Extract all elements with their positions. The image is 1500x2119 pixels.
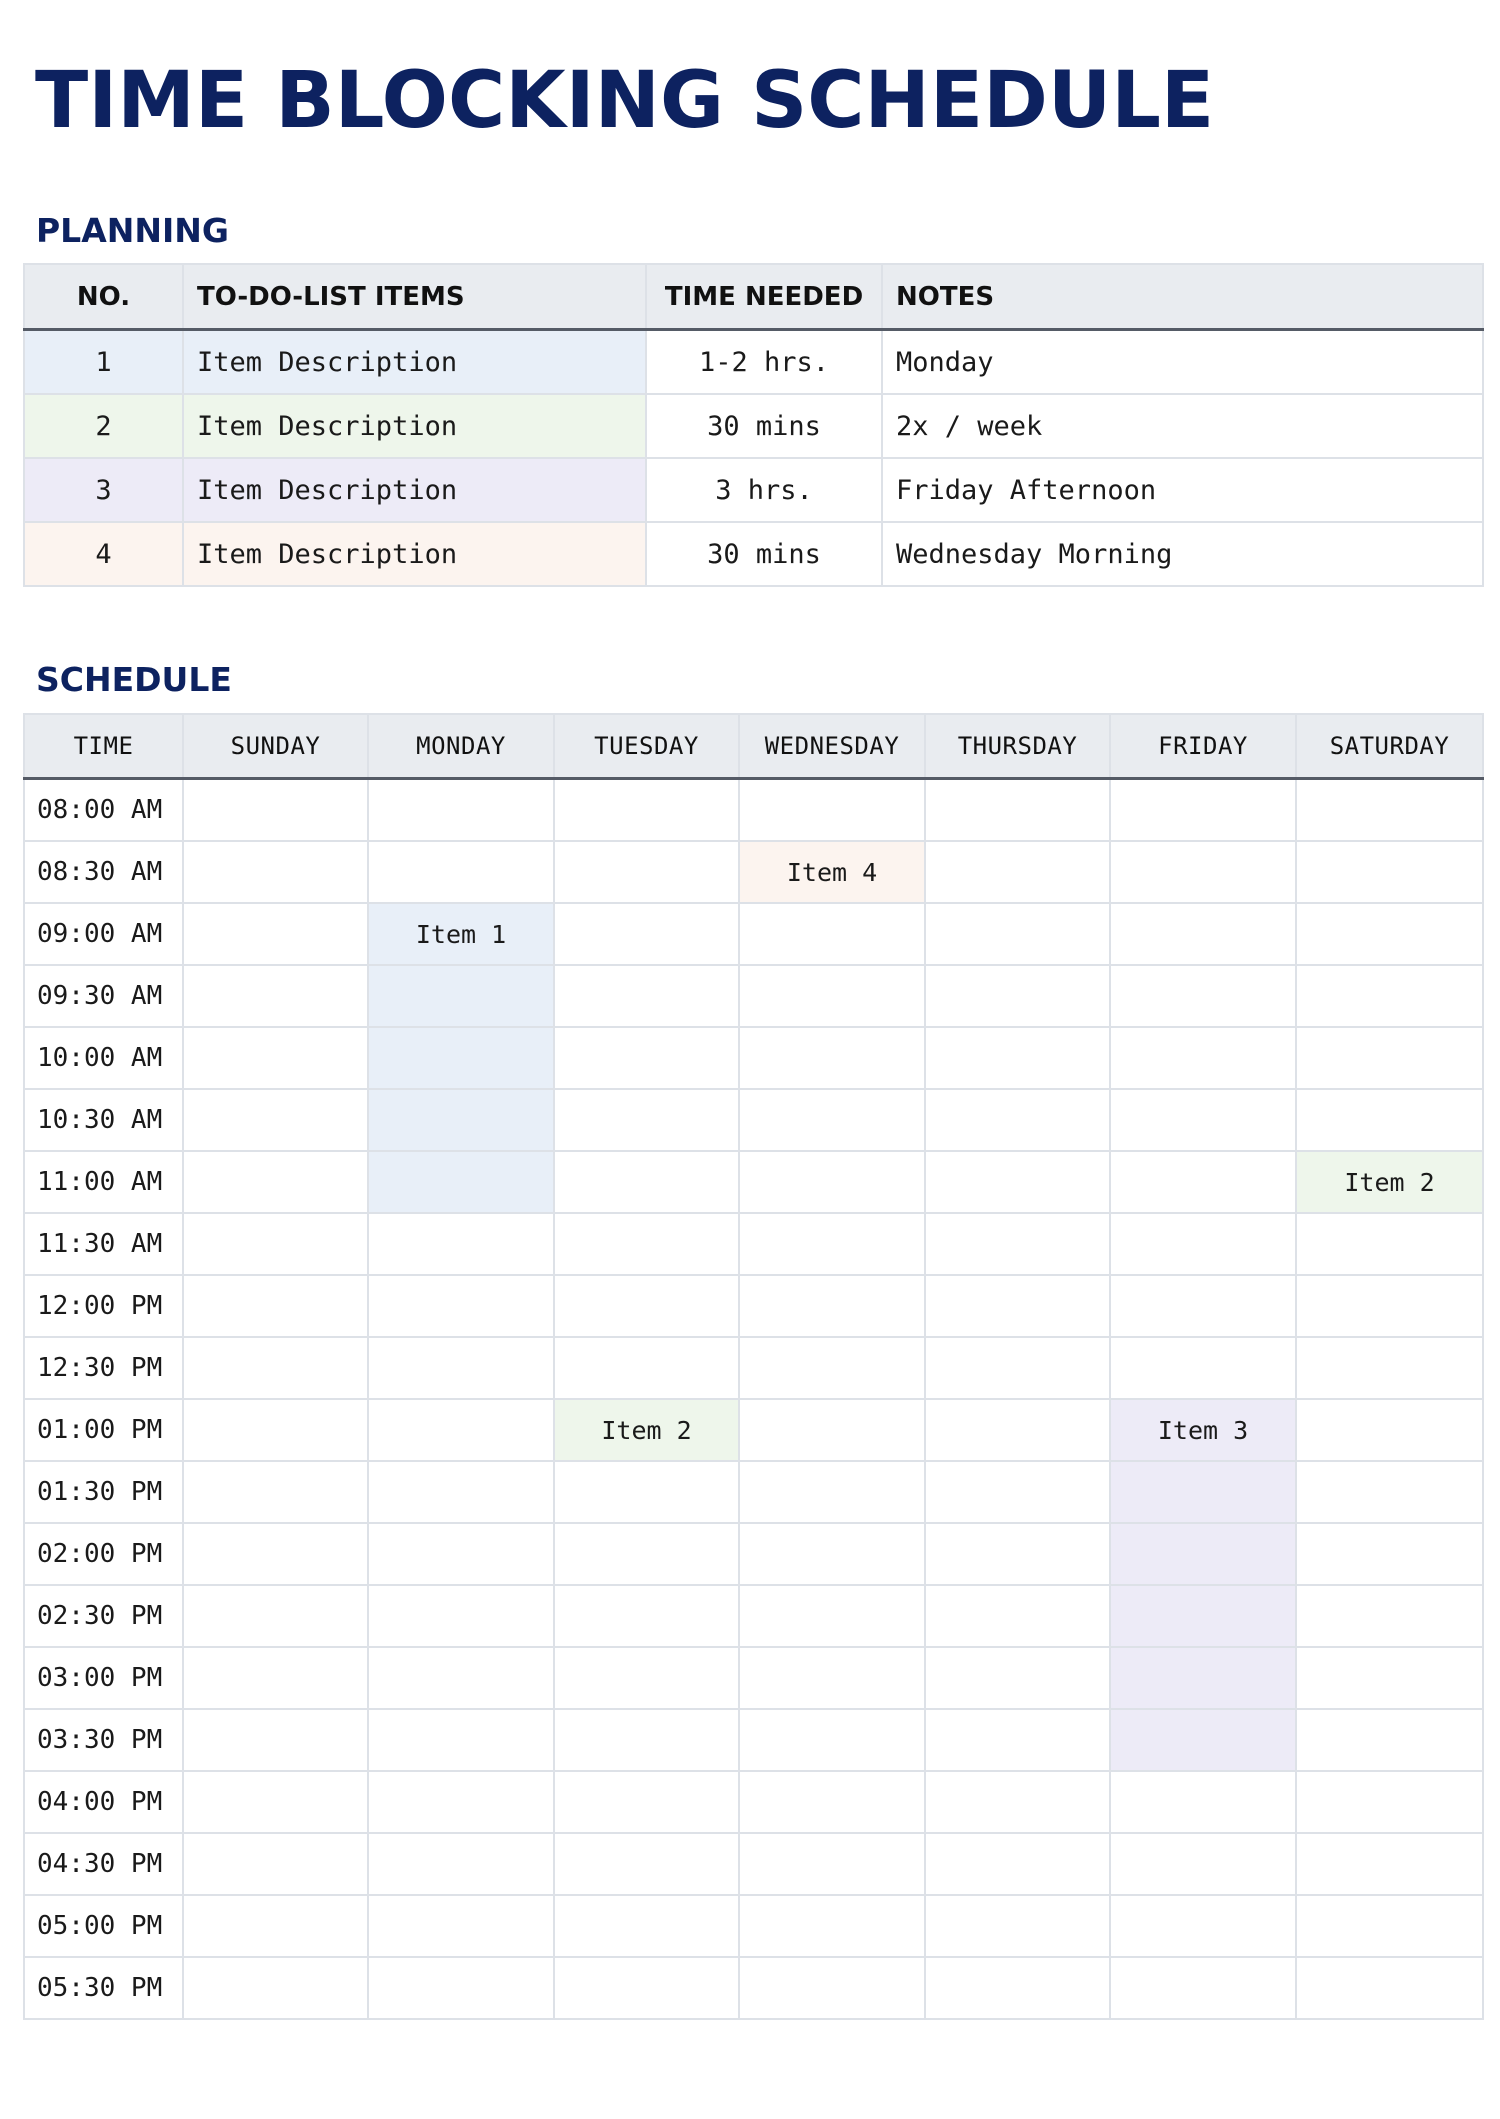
time-slot-label: 03:00 PM [24,1647,183,1709]
schedule-cell-monday[interactable] [368,779,554,842]
schedule-cell-wednesday[interactable] [739,1895,925,1957]
col-header-time: TIME [24,714,183,779]
time-slot-label: 05:30 PM [24,1957,183,2019]
schedule-cell-saturday[interactable] [1296,1771,1483,1833]
time-slot-label: 12:30 PM [24,1337,183,1399]
schedule-cell-tuesday[interactable] [554,903,739,965]
time-needed: 3 hrs. [646,458,882,522]
planning-row [24,330,1483,395]
schedule-cell-friday[interactable] [1110,1523,1296,1585]
schedule-cell-tuesday[interactable] [554,1957,739,2019]
col-header-sunday: SUNDAY [183,714,368,779]
schedule-cell-thursday[interactable] [925,779,1110,842]
schedule-cell-wednesday[interactable] [739,965,925,1027]
time-slot-label: 05:00 PM [24,1895,183,1957]
schedule-cell-monday[interactable] [368,1647,554,1709]
col-header-thursday: THURSDAY [925,714,1110,779]
schedule-cell-sunday[interactable] [183,1771,368,1833]
schedule-cell-wednesday[interactable] [739,1151,925,1213]
schedule-cell-friday[interactable] [1110,1647,1296,1709]
schedule-cell-tuesday[interactable] [554,779,739,842]
col-header-saturday: SATURDAY [1296,714,1483,779]
schedule-cell-monday[interactable] [368,1089,554,1151]
item-description: Item Description [183,458,646,522]
schedule-cell-tuesday[interactable] [554,1089,739,1151]
schedule-cell-monday[interactable] [368,1151,554,1213]
schedule-cell-sunday[interactable] [183,903,368,965]
col-header-friday: FRIDAY [1110,714,1296,779]
schedule-cell-monday[interactable] [368,1027,554,1089]
schedule-cell-wednesday[interactable] [739,1585,925,1647]
schedule-row [24,1461,1483,1523]
time-slot-label: 10:00 AM [24,1027,183,1089]
schedule-cell-saturday[interactable] [1296,1027,1483,1089]
schedule-cell-sunday[interactable] [183,1647,368,1709]
item-notes: Monday [882,330,1483,395]
item-notes: Wednesday Morning [882,522,1483,586]
item-number: 2 [24,394,183,458]
schedule-cell-sunday[interactable] [183,1709,368,1771]
schedule-cell-wednesday[interactable] [739,903,925,965]
time-slot-label: 01:30 PM [24,1461,183,1523]
time-slot-label: 12:00 PM [24,1275,183,1337]
schedule-cell-sunday[interactable] [183,1461,368,1523]
item-number: 3 [24,458,183,522]
schedule-cell-thursday[interactable] [925,1337,1110,1399]
schedule-cell-wednesday[interactable] [739,841,925,903]
time-slot-label: 08:00 AM [24,779,183,842]
schedule-cell-saturday[interactable] [1296,1461,1483,1523]
schedule-cell-saturday[interactable] [1296,1833,1483,1895]
time-needed: 30 mins [646,394,882,458]
schedule-cell-wednesday[interactable] [739,1089,925,1151]
schedule-cell-tuesday[interactable] [554,1275,739,1337]
schedule-cell-monday[interactable] [368,1895,554,1957]
schedule-cell-thursday[interactable] [925,1027,1110,1089]
time-block-label: Item 3 [1157,1415,1249,1445]
schedule-cell-saturday[interactable] [1296,1585,1483,1647]
schedule-cell-wednesday[interactable] [739,1399,925,1461]
time-block-label: Item 2 [601,1415,692,1445]
schedule-cell-tuesday[interactable] [554,1399,739,1461]
planning-header-row [24,264,1483,330]
schedule-cell-wednesday[interactable] [739,1833,925,1895]
col-header-tuesday: TUESDAY [554,714,739,779]
schedule-cell-sunday[interactable] [183,1585,368,1647]
schedule-cell-sunday[interactable] [183,1957,368,2019]
schedule-cell-saturday[interactable] [1296,1151,1483,1213]
schedule-cell-thursday[interactable] [925,965,1110,1027]
schedule-cell-sunday[interactable] [183,1399,368,1461]
schedule-cell-wednesday[interactable] [739,1461,925,1523]
schedule-cell-thursday[interactable] [925,1275,1110,1337]
schedule-cell-monday[interactable] [368,1585,554,1647]
item-number: 1 [24,330,183,395]
schedule-cell-tuesday[interactable] [554,1585,739,1647]
schedule-cell-sunday[interactable] [183,1895,368,1957]
schedule-cell-thursday[interactable] [925,1585,1110,1647]
schedule-row [24,1647,1483,1709]
planning-heading: PLANNING [36,211,229,250]
schedule-cell-wednesday[interactable] [739,1213,925,1275]
schedule-cell-sunday[interactable] [183,1213,368,1275]
schedule-cell-wednesday[interactable] [739,1771,925,1833]
planning-table [23,263,1484,587]
schedule-cell-tuesday[interactable] [554,1647,739,1709]
schedule-cell-monday[interactable] [368,1213,554,1275]
time-slot-label: 09:30 AM [24,965,183,1027]
schedule-row [24,1585,1483,1647]
planning-row [24,458,1483,522]
item-description: Item Description [183,394,646,458]
schedule-row [24,1399,1483,1461]
schedule-cell-saturday[interactable] [1296,1709,1483,1771]
schedule-row [24,1957,1483,2019]
item-notes: Friday Afternoon [882,458,1483,522]
schedule-row [24,1337,1483,1399]
schedule-cell-thursday[interactable] [925,903,1110,965]
schedule-row [24,779,1483,842]
schedule-cell-monday[interactable] [368,841,554,903]
time-block-label: Item 4 [786,857,878,887]
schedule-cell-thursday[interactable] [925,1399,1110,1461]
time-slot-label: 03:30 PM [24,1709,183,1771]
time-slot-label: 11:00 AM [24,1151,183,1213]
schedule-cell-saturday[interactable] [1296,1957,1483,2019]
schedule-cell-saturday[interactable] [1296,1647,1483,1709]
schedule-cell-friday[interactable] [1110,1895,1296,1957]
schedule-cell-thursday[interactable] [925,1213,1110,1275]
schedule-cell-tuesday[interactable] [554,1709,739,1771]
schedule-cell-friday[interactable] [1110,1213,1296,1275]
time-slot-label: 08:30 AM [24,841,183,903]
schedule-cell-tuesday[interactable] [554,1895,739,1957]
schedule-cell-monday[interactable] [368,1275,554,1337]
schedule-cell-thursday[interactable] [925,1833,1110,1895]
schedule-row [24,1027,1483,1089]
schedule-cell-sunday[interactable] [183,1089,368,1151]
schedule-cell-thursday[interactable] [925,1957,1110,2019]
schedule-cell-sunday[interactable] [183,1833,368,1895]
schedule-cell-monday[interactable] [368,1399,554,1461]
schedule-cell-friday[interactable] [1110,903,1296,965]
time-slot-label: 04:00 PM [24,1771,183,1833]
schedule-row [24,1523,1483,1585]
schedule-cell-friday[interactable] [1110,1151,1296,1213]
schedule-cell-friday[interactable] [1110,1709,1296,1771]
time-slot-label: 10:30 AM [24,1089,183,1151]
schedule-cell-sunday[interactable] [183,841,368,903]
schedule-cell-tuesday[interactable] [554,1213,739,1275]
time-slot-label: 02:30 PM [24,1585,183,1647]
schedule-cell-tuesday[interactable] [554,1523,739,1585]
schedule-cell-monday[interactable] [368,903,554,965]
schedule-cell-friday[interactable] [1110,1833,1296,1895]
schedule-row [24,1709,1483,1771]
schedule-cell-friday[interactable] [1110,1585,1296,1647]
schedule-cell-thursday[interactable] [925,1709,1110,1771]
schedule-cell-saturday[interactable] [1296,965,1483,1027]
schedule-cell-sunday[interactable] [183,1151,368,1213]
schedule-cell-thursday[interactable] [925,1771,1110,1833]
schedule-cell-friday[interactable] [1110,1275,1296,1337]
schedule-cell-tuesday[interactable] [554,1833,739,1895]
schedule-cell-saturday[interactable] [1296,1399,1483,1461]
page-title: TIME BLOCKING SCHEDULE [35,56,1215,146]
schedule-cell-sunday[interactable] [183,1523,368,1585]
schedule-cell-monday[interactable] [368,1709,554,1771]
schedule-cell-monday[interactable] [368,1771,554,1833]
schedule-cell-thursday[interactable] [925,1523,1110,1585]
item-number: 4 [24,522,183,586]
schedule-cell-friday[interactable] [1110,1957,1296,2019]
planning-row [24,522,1483,586]
schedule-cell-friday[interactable] [1110,1089,1296,1151]
schedule-cell-thursday[interactable] [925,1647,1110,1709]
schedule-cell-saturday[interactable] [1296,1213,1483,1275]
schedule-cell-thursday[interactable] [925,1895,1110,1957]
schedule-header-row [24,714,1483,779]
col-header-time-needed: TIME NEEDED [646,264,882,330]
schedule-cell-saturday[interactable] [1296,1275,1483,1337]
schedule-row [24,965,1483,1027]
schedule-cell-wednesday[interactable] [739,1957,925,2019]
time-slot-label: 09:00 AM [24,903,183,965]
schedule-heading: SCHEDULE [36,660,232,699]
schedule-cell-tuesday[interactable] [554,1337,739,1399]
time-needed: 1-2 hrs. [646,330,882,395]
schedule-cell-monday[interactable] [368,1461,554,1523]
time-slot-label: 02:00 PM [24,1523,183,1585]
schedule-row [24,1771,1483,1833]
schedule-cell-friday[interactable] [1110,1399,1296,1461]
schedule-cell-wednesday[interactable] [739,1027,925,1089]
schedule-cell-sunday[interactable] [183,779,368,842]
schedule-cell-tuesday[interactable] [554,965,739,1027]
schedule-cell-monday[interactable] [368,1523,554,1585]
schedule-cell-saturday[interactable] [1296,903,1483,965]
item-description: Item Description [183,522,646,586]
time-block-label: Item 1 [415,919,507,949]
schedule-cell-wednesday[interactable] [739,1647,925,1709]
time-block-label: Item 2 [1344,1167,1435,1197]
schedule-cell-thursday[interactable] [925,1461,1110,1523]
schedule-cell-wednesday[interactable] [739,1523,925,1585]
schedule-row [24,1151,1483,1213]
schedule-cell-thursday[interactable] [925,1151,1110,1213]
schedule-cell-tuesday[interactable] [554,1027,739,1089]
schedule-cell-thursday[interactable] [925,841,1110,903]
schedule-row [24,1895,1483,1957]
schedule-cell-tuesday[interactable] [554,1461,739,1523]
schedule-cell-saturday[interactable] [1296,841,1483,903]
schedule-cell-friday[interactable] [1110,1337,1296,1399]
time-slot-label: 04:30 PM [24,1833,183,1895]
schedule-cell-sunday[interactable] [183,1337,368,1399]
item-description: Item Description [183,330,646,395]
schedule-cell-tuesday[interactable] [554,841,739,903]
schedule-row [24,1833,1483,1895]
schedule-cell-monday[interactable] [368,1337,554,1399]
schedule-row [24,841,1483,903]
schedule-cell-friday[interactable] [1110,965,1296,1027]
item-notes: 2x / week [882,394,1483,458]
schedule-cell-friday[interactable] [1110,1461,1296,1523]
schedule-cell-monday[interactable] [368,965,554,1027]
schedule-cell-friday[interactable] [1110,1027,1296,1089]
schedule-cell-wednesday[interactable] [739,1709,925,1771]
schedule-cell-tuesday[interactable] [554,1151,739,1213]
schedule-row [24,903,1483,965]
schedule-row [24,1089,1483,1151]
schedule-cell-tuesday[interactable] [554,1771,739,1833]
time-slot-label: 11:30 AM [24,1213,183,1275]
schedule-cell-wednesday[interactable] [739,1337,925,1399]
schedule-table [23,713,1484,2020]
schedule-row [24,1213,1483,1275]
schedule-cell-sunday[interactable] [183,965,368,1027]
schedule-cell-sunday[interactable] [183,1027,368,1089]
schedule-row [24,1275,1483,1337]
col-header-items: TO-DO-LIST ITEMS [183,264,646,330]
time-needed: 30 mins [646,522,882,586]
schedule-cell-sunday[interactable] [183,1275,368,1337]
schedule-cell-friday[interactable] [1110,779,1296,842]
schedule-cell-friday[interactable] [1110,1771,1296,1833]
schedule-cell-thursday[interactable] [925,1089,1110,1151]
schedule-cell-saturday[interactable] [1296,1523,1483,1585]
col-header-wednesday: WEDNESDAY [739,714,925,779]
planning-row [24,394,1483,458]
schedule-cell-saturday[interactable] [1296,1337,1483,1399]
time-slot-label: 01:00 PM [24,1399,183,1461]
schedule-cell-monday[interactable] [368,1833,554,1895]
col-header-no: NO. [24,264,183,330]
schedule-cell-wednesday[interactable] [739,779,925,842]
col-header-monday: MONDAY [368,714,554,779]
schedule-cell-saturday[interactable] [1296,1089,1483,1151]
schedule-cell-saturday[interactable] [1296,779,1483,842]
schedule-cell-saturday[interactable] [1296,1895,1483,1957]
schedule-cell-wednesday[interactable] [739,1275,925,1337]
col-header-notes: NOTES [882,264,1483,330]
schedule-cell-monday[interactable] [368,1957,554,2019]
schedule-cell-friday[interactable] [1110,841,1296,903]
